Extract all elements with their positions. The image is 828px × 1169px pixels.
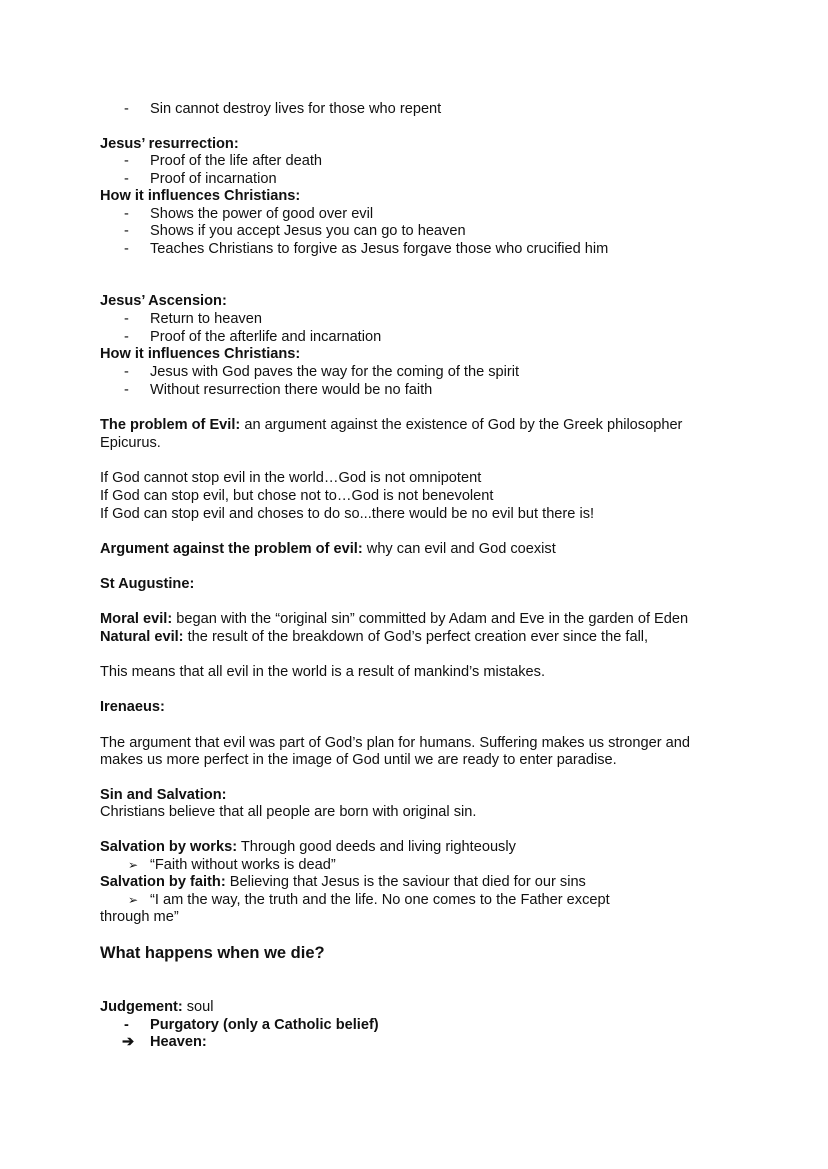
dash-bullet-icon: - <box>124 329 129 345</box>
moral-evil-paragraph: Moral evil: began with the “original sin” committed by Adam and Eve in the garden of Eden <box>100 611 689 627</box>
evil-argument: If God can stop evil and choses to do so...there would be no evil but there is! <box>100 506 595 522</box>
arrow-bullet-icon: ➔ <box>122 1034 135 1050</box>
problem-of-evil-cont: Epicurus. <box>100 435 161 451</box>
sin-salvation-text: Christians believe that all people are born with original sin. <box>100 804 477 820</box>
irenaeus-heading: Irenaeus: <box>100 699 165 715</box>
evil-argument: If God can stop evil, but chose not to…God is not benevolent <box>100 488 494 504</box>
augustine-conclusion: This means that all evil in the world is a result of mankind’s mistakes. <box>100 664 546 680</box>
dash-bullet-icon: - <box>124 241 129 257</box>
salvation-works-paragraph: Salvation by works: Through good deeds and living righteously <box>100 839 516 855</box>
resurrection-influence: Shows the power of good over evil <box>150 206 374 222</box>
arrowhead-bullet-icon: ➢ <box>128 893 139 907</box>
salvation-faith-label: Salvation by faith: <box>100 874 226 890</box>
dash-bullet-icon: - <box>124 101 129 117</box>
dash-bullet-icon: - <box>124 206 129 222</box>
moral-evil-label: Moral evil: <box>100 611 173 627</box>
arrowhead-bullet-icon: ➢ <box>128 858 139 872</box>
resurrection-heading: Jesus’ resurrection: <box>100 136 239 152</box>
faith-quote: “I am the way, the truth and the life. No one comes to the Father except <box>150 892 610 908</box>
salvation-works-label: Salvation by works: <box>100 839 238 855</box>
dash-bullet-icon: - <box>124 364 129 380</box>
heaven-item: Heaven: <box>150 1034 207 1050</box>
evil-argument: If God cannot stop evil in the world…God is not omnipotent <box>100 470 482 486</box>
sin-salvation-heading: Sin and Salvation: <box>100 787 227 803</box>
augustine-heading: St Augustine: <box>100 576 195 592</box>
judgement-paragraph: Judgement: soul <box>100 999 214 1015</box>
dash-bullet-icon: - <box>124 311 129 327</box>
ascension-point: Return to heaven <box>150 311 262 327</box>
dash-bullet-icon: - <box>124 223 129 239</box>
dash-bullet-icon: - <box>124 171 129 187</box>
resurrection-influence: Teaches Christians to forgive as Jesus forgave those who crucified him <box>150 241 609 257</box>
intro-bullet: Sin cannot destroy lives for those who repent <box>150 101 442 117</box>
ascension-influence-heading: How it influences Christians: <box>100 346 301 362</box>
resurrection-point: Proof of the life after death <box>150 153 322 169</box>
works-quote: “Faith without works is dead” <box>150 857 336 873</box>
death-heading: What happens when we die? <box>100 944 325 962</box>
dash-bullet-icon: - <box>124 382 129 398</box>
problem-of-evil-paragraph: The problem of Evil: an argument against the existence of God by the Greek philosopher <box>100 417 683 433</box>
judgement-label: Judgement: <box>100 999 183 1015</box>
irenaeus-text: makes us more perfect in the image of God until we are ready to enter paradise. <box>100 752 617 768</box>
salvation-faith-paragraph: Salvation by faith: Believing that Jesus is the saviour that died for our sins <box>100 874 586 890</box>
natural-evil-paragraph: Natural evil: the result of the breakdown of God’s perfect creation ever since the fall, <box>100 629 649 645</box>
ascension-heading: Jesus’ Ascension: <box>100 293 227 309</box>
dash-bullet-icon: - <box>124 1017 129 1033</box>
purgatory-item: Purgatory (only a Catholic belief) <box>150 1017 379 1033</box>
argument-against-paragraph: Argument against the problem of evil: why can evil and God coexist <box>100 541 556 557</box>
ascension-point: Proof of the afterlife and incarnation <box>150 329 382 345</box>
resurrection-influence-heading: How it influences Christians: <box>100 188 301 204</box>
ascension-influence: Without resurrection there would be no faith <box>150 382 433 398</box>
dash-bullet-icon: - <box>124 153 129 169</box>
problem-of-evil-label: The problem of Evil: <box>100 417 241 433</box>
argument-against-label: Argument against the problem of evil: <box>100 541 363 557</box>
faith-quote-cont: through me” <box>100 909 179 925</box>
resurrection-point: Proof of incarnation <box>150 171 277 187</box>
ascension-influence: Jesus with God paves the way for the coming of the spirit <box>150 364 520 380</box>
irenaeus-text: The argument that evil was part of God’s plan for humans. Suffering makes us stronger and <box>100 735 691 751</box>
natural-evil-label: Natural evil: <box>100 629 184 645</box>
resurrection-influence: Shows if you accept Jesus you can go to heaven <box>150 223 466 239</box>
